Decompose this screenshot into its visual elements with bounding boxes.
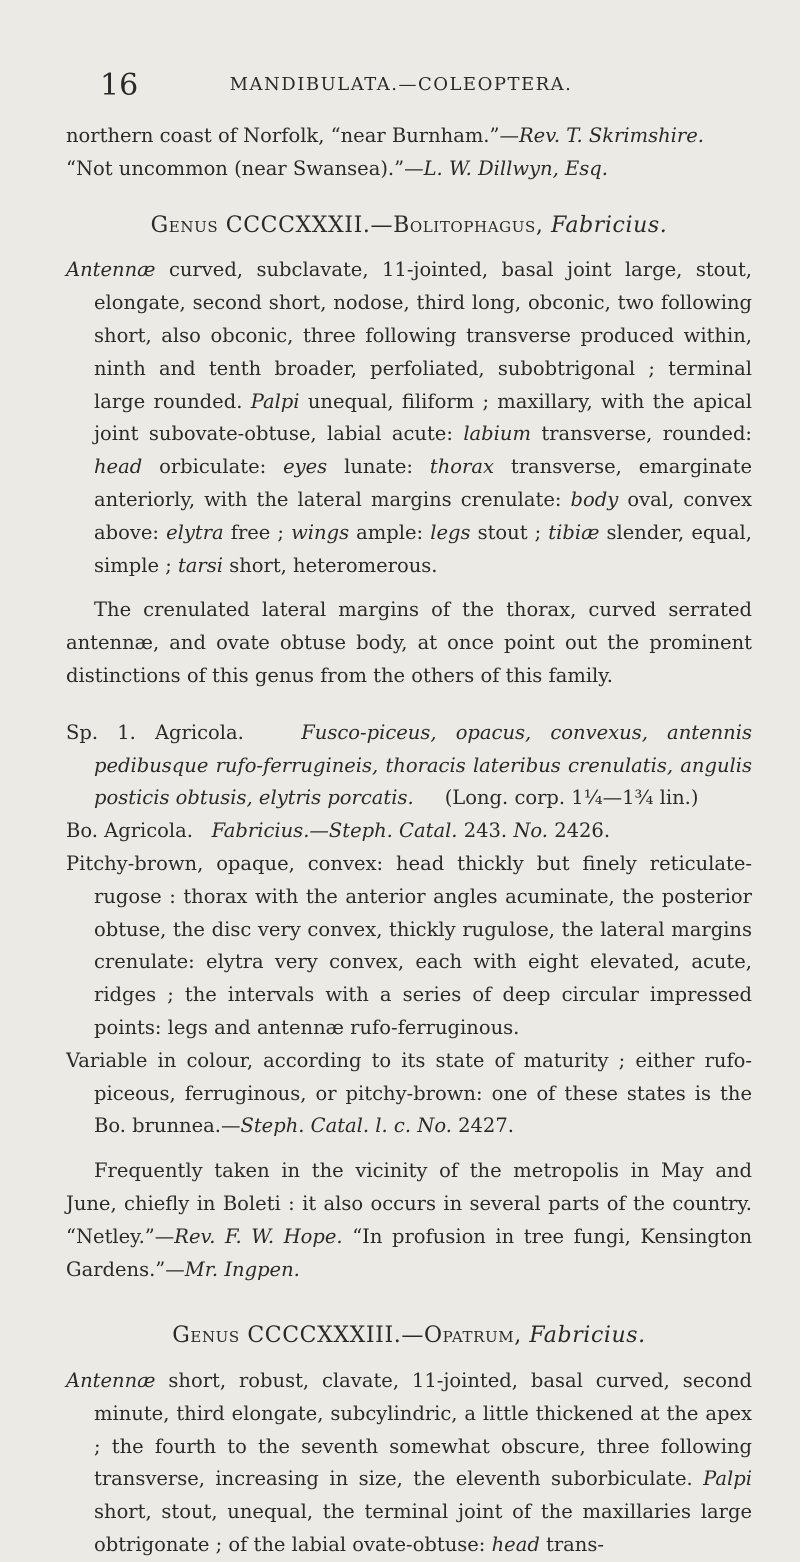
term-body: body [570,487,619,511]
species-measure: (Long. corp. 1¼—1¾ lin.) [444,786,699,810]
species-synonym [66,815,752,848]
term-tarsi: tarsi [177,553,223,577]
genus-author: Fabricius. [551,212,668,238]
text: lunate: [327,455,430,479]
species-diagnosis [66,717,752,815]
genus-number: Genus CCCCXXXII.— [150,212,394,238]
term-palpi: Palpi [250,389,300,413]
text: trans- [539,1533,604,1557]
genus-heading-bolitophagus [66,210,752,243]
text: short, heteromerous. [223,553,438,577]
species-variation [66,1045,752,1143]
genus-description [66,254,752,582]
term-tibiae: tibiæ [548,520,600,544]
species-habitat [66,1155,752,1286]
text: orbiculate: [142,455,284,479]
term-eyes: eyes [283,455,328,479]
text: stout ; [470,520,549,544]
genus-heading-opatrum [66,1320,752,1353]
text: slender, equal, simple ; [94,520,752,577]
text: ample: [349,520,431,544]
text: oval, convex above: [94,487,752,544]
term-thorax: thorax [429,455,494,479]
genus-number: Genus CCCCXXXIII.— [172,1323,424,1349]
habitat-text-b: “In profusion in tree fungi, Kensington Gardens.”— [66,1224,752,1281]
variation-num: 2427. [451,1114,514,1138]
synonym-no: No. [513,819,549,843]
term-legs: legs [430,520,471,544]
carry-over-paragraph [66,120,752,186]
synonym-ref: 243. [457,819,514,843]
species-label: Sp. 1. Agricola. [66,720,244,744]
text: transverse, rounded: [530,422,752,446]
carry-text-b: “Not uncommon (near Swansea).”— [66,156,424,180]
text: transverse, emarginate anteriorly, with the lateral margins crenulate: [94,455,753,511]
page-body [66,120,753,1562]
text: unequal, filiform ; maxillary, with the apical joint subovate-obtuse, labial acute: [94,389,752,446]
term-antennae: Antennæ [66,1369,156,1393]
genus-description-opatrum [66,1365,752,1562]
genus-author: Fabricius. [529,1323,646,1349]
species-latin: Fusco-piceus, opacus, convexus, antennis pedibusque rufo-ferrugineis, thoracis lateribus crenulatis, angulis posticis obtusis, elytris porcatis. [94,720,752,810]
carry-citation-a: Rev. T. Skrimshire. [518,124,704,147]
running-head [52,66,750,106]
term-head: head [491,1533,540,1557]
term-head: head [94,455,143,479]
variation-text: Variable in colour, according to its state of maturity ; either rufo-piceous, ferruginous, or pitchy-brown: one of these states is the Bo. brunnea.— [66,1048,752,1138]
genus-remark: The crenulated lateral margins of the thorax, curved serrated antennæ, and ovate obtuse body, at once point out the prominent distinctions of this genus from the others of this family. [66,598,752,687]
synonym-label: Bo. Agricola. [66,819,193,843]
term-wings: wings [291,520,350,544]
term-palpi: Palpi [703,1467,752,1491]
text: curved, subclavate, 11-jointed, basal joint large, stout, elongate, second short, nodose, third long, obconic, two following short, also obconic, three following transverse produced within, ninth and tenth broader, perfoliated, subobtrigonal ; terminal large rounded. [94,258,752,413]
term-elytra: elytra [166,520,224,544]
habitat-citation-a: Rev. F. W. Hope. [174,1224,343,1248]
habitat-text-a: Frequently taken in the vicinity of the metropolis in May and June, chiefly in Boleti : it also occurs in several parts of the country. “Netley.”— [66,1159,752,1248]
text: free ; [223,520,292,544]
term-labium: labium [463,422,531,446]
habitat-citation-b: Mr. Ingpen. [184,1257,300,1281]
carry-citation-b: L. W. Dillwyn, Esq. [423,156,608,180]
running-title: MANDIBULATA.—COLEOPTERA. [229,74,573,95]
text: short, robust, clavate, 11-jointed, basal curved, second minute, third elongate, subcylindric, a little thickened at the apex ; the fourth to the seventh somewhat obscure, three following transverse, increasing in size, the eleventh suborbiculate. [94,1369,752,1491]
species-description: Pitchy-brown, opaque, convex: head thickly but finely reticulate-rugose : thorax with the anterior angles acuminate, the posterior obtuse, the disc very convex, thickly rugulose, the lateral margins crenulate: elytra very convex, each with eight elevated, acute, ridges ; the intervals with a series of deep circular impressed points: legs and antennæ rufo-ferruginous. [66,851,752,1039]
carry-text-a: northern coast of Norfolk, “near Burnham.”— [66,124,519,147]
term-antennae: Antennæ [66,258,156,282]
text: short, stout, unequal, the terminal joint of the maxillaries large obtrigonate ; of the labial ovate-obtuse: [94,1500,752,1557]
variation-citation: Steph. Catal. l. c. No. [240,1114,452,1138]
synonym-num: 2426. [548,819,611,843]
genus-name: Bolitophagus, [393,212,544,238]
synonym-author: Fabricius.—Steph. Catal. [211,819,458,843]
page-number: 16 [100,68,139,103]
genus-name: Opatrum, [423,1323,522,1349]
